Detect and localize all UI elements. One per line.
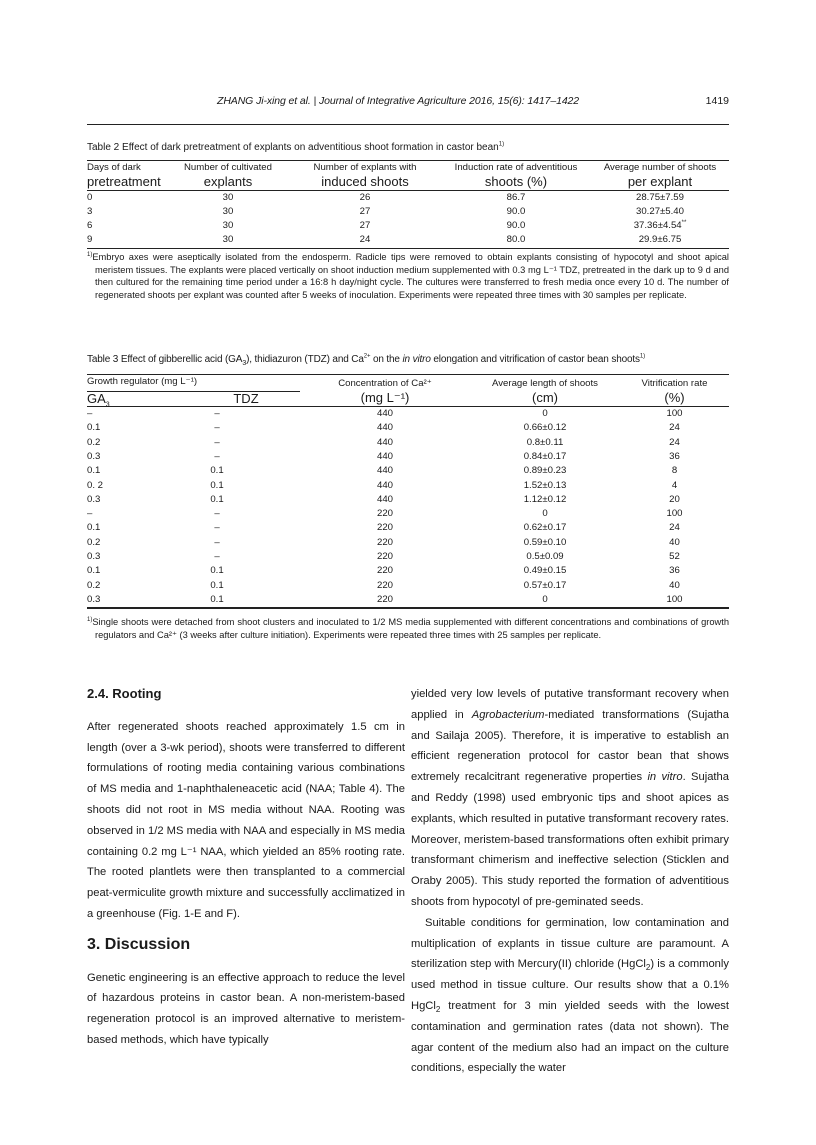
table-cell: – (214, 436, 220, 448)
table-cell: 30 (222, 191, 234, 203)
table2-header-days: Days of dark (87, 162, 141, 173)
table2-footnote (87, 251, 729, 301)
table-row (87, 233, 729, 248)
table-cell: 220 (376, 593, 393, 605)
table-cell: 440 (376, 422, 393, 434)
table-cell: 27 (359, 205, 371, 217)
text-run: Suitable conditions for germination, low contamination and multiplication of explants in tissue culture are paramount. A sterilization step with Mercury(II) chloride (HgCl (411, 916, 729, 971)
table2-caption (87, 142, 504, 153)
table-cell: 440 (376, 408, 393, 420)
table-cell (591, 190, 729, 205)
discussion-paragraph-2 (411, 913, 729, 1079)
table-cell: 0.1 (210, 565, 224, 577)
table-cell: 0.2 (87, 579, 101, 591)
table-row (87, 507, 729, 521)
table-cell: 26 (359, 191, 371, 203)
table-cell: 36 (669, 565, 680, 577)
table-row (87, 436, 729, 450)
table-cell: 0 (542, 408, 548, 420)
table2-header-avg-shoots-2: per explant (591, 175, 729, 190)
table-cell: 0.8±0.11 (526, 436, 564, 448)
caption-superscript: 2+ (363, 353, 371, 360)
page-number: 1419 (705, 95, 729, 107)
table-cell: 0.1 (210, 479, 224, 491)
table-cell: 0.1 (210, 579, 224, 591)
caption-subscript: 3 (242, 360, 247, 367)
table-cell: 0 (542, 508, 548, 520)
table-cell: 4 (671, 479, 678, 491)
table-cell: – (214, 408, 220, 420)
table2-header-induced-2: induced shoots (289, 175, 441, 190)
table-row (87, 564, 729, 578)
table3-header-vitrification-unit: (%) (620, 391, 729, 406)
table-cell: 8 (671, 465, 678, 477)
table-cell: – (214, 450, 220, 462)
table3 (87, 374, 729, 609)
table-cell: 0.3 (87, 493, 101, 505)
text-run: . Sujatha and Reddy (1998) used embryonic tips and shoot apices as explants, which resulted in putative transformant recovery rates. Moreover, meristem-based transformations often exhibit primary transformant chimerism and ineffective selection (Sticklen and Oraby 2005). This study reported the formation of adventitious shoots from hypocotyl of pre-geminated seeds. (411, 771, 729, 908)
significance-mark: ** (681, 220, 687, 226)
discussion-paragraph: Genetic engineering is an effective approach to reduce the level of hazardous proteins in castor bean. A non-meristem-based regeneration protocol is an improved alternative to meristem-based methods, which have typically (87, 971, 405, 1046)
header-subscript: 3 (105, 401, 110, 409)
table3-header-vitrification: Vitrification rate (641, 378, 708, 389)
table-cell: – (214, 422, 220, 434)
footnote-mark: 1) (87, 616, 93, 623)
table-row (87, 190, 729, 205)
section-heading-rooting: 2.4. Rooting (87, 686, 162, 701)
table-cell: 24 (669, 422, 680, 434)
table3-header-tdz: TDZ (192, 391, 300, 406)
table-cell: 0.62±0.17 (523, 522, 567, 534)
table3-group-header: Growth regulator (mg L⁻¹) (87, 375, 300, 392)
table-cell: 0.1 (87, 522, 101, 534)
table-cell: 0.1 (210, 465, 224, 477)
table-cell: 86.7 (506, 191, 526, 203)
table3-header-ca-unit: (mg L⁻¹) (300, 391, 470, 406)
table-cell: 0.84±0.17 (523, 450, 567, 462)
cell-value: 28.75±7.59 (636, 191, 684, 203)
table-cell: 52 (669, 551, 680, 563)
discussion-paragraph-cont (411, 684, 729, 913)
cell-value: 30.27±5.40 (636, 205, 684, 217)
table2-header-induction-rate-2: shoots (%) (441, 175, 591, 190)
table-cell: 0.1 (87, 465, 101, 477)
table3-header-length: Average length of shoots (492, 378, 598, 389)
table-cell: 100 (666, 593, 683, 605)
table-cell: 0.89±0.23 (523, 465, 567, 477)
table-cell: 24 (359, 234, 371, 246)
table3-header-length-unit: (cm) (470, 391, 620, 406)
italic-term: Agrobacterium (471, 708, 545, 721)
table-cell: 0.57±0.17 (523, 579, 567, 591)
table-cell: – (214, 536, 220, 548)
table-cell: 220 (376, 536, 393, 548)
text-run: ) is a commonly used method in tissue culture. Our results show that a 0.1% HgCl (411, 958, 729, 1012)
header-rule (87, 124, 729, 125)
table-cell: 40 (669, 579, 680, 591)
table-cell: 9 (87, 234, 93, 246)
cell-value: 37.36±4.54 (633, 220, 682, 232)
table-cell: 0.2 (87, 536, 101, 548)
table-cell: – (87, 508, 93, 520)
left-column (87, 684, 405, 1051)
table-cell (591, 219, 729, 233)
table3-header-ga3 (87, 390, 192, 409)
footnote-mark: 1) (87, 251, 93, 258)
table-cell: – (214, 522, 220, 534)
table2-header-days-2: pretreatment (87, 175, 167, 190)
table-cell: 6 (87, 220, 93, 232)
table-row (87, 219, 729, 233)
table-row (87, 493, 729, 507)
table-row (87, 479, 729, 493)
table-cell: 36 (669, 450, 680, 462)
table-cell: 220 (376, 579, 393, 591)
table-row (87, 521, 729, 535)
table2-header-induced: Number of explants with (313, 162, 417, 173)
table2-header-induction-rate: Induction rate of adventitious (454, 162, 578, 173)
table-cell: 30 (222, 234, 234, 246)
table-cell: 0.1 (210, 593, 224, 605)
subscript: 2 (435, 1005, 441, 1015)
table-cell: 0.66±0.12 (523, 422, 567, 434)
caption-text: on the (370, 354, 403, 365)
table-cell: 0.1 (87, 565, 101, 577)
table-cell: 3 (87, 205, 93, 217)
text-run: yielded very low levels of putative transformant recovery when applied in (411, 688, 729, 721)
rooting-paragraph: After regenerated shoots reached approximately 1.5 cm in length (over a 3-wk period), shoots were transferred to different formulations of rooting media containing various combinations of MS media and 1-naphthaleneacetic acid (NAA; Table 4). The shoots did not root in MS media without NAA. Rooting was observed in 1/2 MS media with NAA and especially in MS media containing 0.2 mg L⁻¹ NAA, which yielded an 85% rooting rate. The rooted plantlets were then transplanted to a commercial peat-vermiculite growth mixture and successfully acclimatized in a greenhouse (Fig. 1-E and F). (87, 720, 405, 920)
table2-header-cultivated-2: explants (167, 175, 289, 190)
table-cell: 0.49±0.15 (523, 565, 567, 577)
table-row (87, 421, 729, 435)
table-cell: 0.59±0.10 (523, 536, 567, 548)
table-cell: – (87, 408, 93, 420)
table-cell: 440 (376, 493, 393, 505)
table3-header-ca: Concentration of Ca²⁺ (338, 378, 432, 389)
table-cell: – (214, 508, 220, 520)
table-cell: 440 (376, 450, 393, 462)
table-cell: 1.12±0.12 (523, 493, 567, 505)
table2-label: Table 2 (87, 142, 120, 153)
table-cell (591, 233, 729, 248)
table-cell: 0.3 (87, 593, 101, 605)
table2-caption-mark: 1) (498, 141, 505, 148)
subscript: 2 (645, 963, 651, 973)
table-cell: 220 (376, 522, 393, 534)
table-cell: 100 (666, 508, 683, 520)
table-cell: 0.1 (210, 493, 224, 505)
table-cell: 0.5±0.09 (526, 551, 564, 563)
right-column (411, 684, 729, 1079)
running-head-title: ZHANG Ji-xing et al. | Journal of Integrative Agriculture 2016, 15(6): 1417–1422 (217, 95, 580, 107)
table-cell: 80.0 (506, 234, 526, 246)
table3-caption-mark: 1) (639, 353, 645, 360)
text-run: treatment for 3 min yielded seeds with the lowest contamination and germination rates (data not shown). The agar content of the medium also had an impact on the culture conditions, especially the water (411, 999, 729, 1075)
table3-label: Table 3 (87, 354, 119, 365)
table3-footnote (87, 616, 729, 641)
table-cell: 100 (666, 408, 683, 420)
table-cell: 1.52±0.13 (523, 479, 567, 491)
table-cell: 20 (669, 493, 680, 505)
header-text: GA (87, 390, 106, 406)
table-cell: 0.3 (87, 450, 101, 462)
table-row (87, 593, 729, 608)
table-cell: 0 (87, 191, 93, 203)
caption-text: Effect of gibberellic acid (GA (120, 354, 243, 365)
table-cell: 90.0 (506, 205, 526, 217)
table-cell: – (214, 551, 220, 563)
table-cell: 30 (222, 205, 234, 217)
text-run: -mediated transformations (Sujatha and Sailaja 2005). Therefore, it is imperative to establish an efficient regeneration protocol for castor bean that shows extremely recalcitrant regenerative properties (411, 708, 729, 784)
table-cell: 220 (376, 551, 393, 563)
table-row (87, 550, 729, 564)
table-cell: 90.0 (506, 220, 526, 232)
table-cell: 0.2 (87, 436, 101, 448)
table-row (87, 536, 729, 550)
table-cell: 0 (542, 593, 548, 605)
table2-header-avg-shoots: Average number of shoots (603, 162, 717, 173)
table2-header-cultivated: Number of cultivated (184, 162, 272, 173)
footnote-text: Embryo axes were aseptically isolated from the endosperm. Radicle tips were removed to obtain explants consisting of hypocotyl and shoot apical meristem tissues. The explants were placed vertically on shoot induction medium supplemented with 0.3 mg L⁻¹ TDZ, pretreated in the dark up to 9 d and then cultured for the remaining time period under a 16:8 h day/night cycle. The cultures were transferred to fresh media once every 10 d. The number of regenerated shoots per explant was counted after 5 weeks of inoculation. Experiments were repeated three times with 30 samples per replicate. (92, 252, 729, 300)
section-heading-discussion: 3. Discussion (87, 935, 191, 953)
table-cell: 40 (669, 536, 680, 548)
table-row (87, 205, 729, 219)
table-row (87, 450, 729, 464)
table-cell: 220 (376, 508, 393, 520)
table-cell: 220 (376, 565, 393, 577)
table-cell: 24 (669, 522, 680, 534)
table-cell: 0. 2 (87, 479, 104, 491)
table-cell: 0.3 (87, 551, 101, 563)
footnote-text: Single shoots were detached from shoot clusters and inoculated to 1/2 MS media supplemented with different concentrations and combinations of growth regulators and Ca²⁺ (3 weeks after culture initiation). Experiments were repeated three times with 25 samples per replicate. (92, 617, 729, 640)
table3-caption (87, 354, 645, 365)
table-cell: 27 (359, 220, 371, 232)
table-cell: 0.1 (87, 422, 101, 434)
cell-value: 29.9±6.75 (638, 234, 682, 246)
table-cell: 30 (222, 220, 234, 232)
table-cell: 440 (376, 465, 393, 477)
table-cell: 24 (669, 436, 680, 448)
table-row (87, 407, 729, 422)
italic-term: in vitro (647, 771, 683, 784)
table-cell: 440 (376, 436, 393, 448)
table-cell (591, 205, 729, 219)
table-row (87, 464, 729, 478)
table2 (87, 160, 729, 249)
caption-text: elongation and vitrification of castor bean shoots (430, 354, 640, 365)
table2-title: Effect of dark pretreatment of explants on adventitious shoot formation in castor bean (122, 142, 499, 153)
caption-italic: in vitro (402, 354, 431, 365)
table-cell: 440 (376, 479, 393, 491)
caption-text: ), thidiazuron (TDZ) and Ca (246, 354, 364, 365)
table-row (87, 579, 729, 593)
